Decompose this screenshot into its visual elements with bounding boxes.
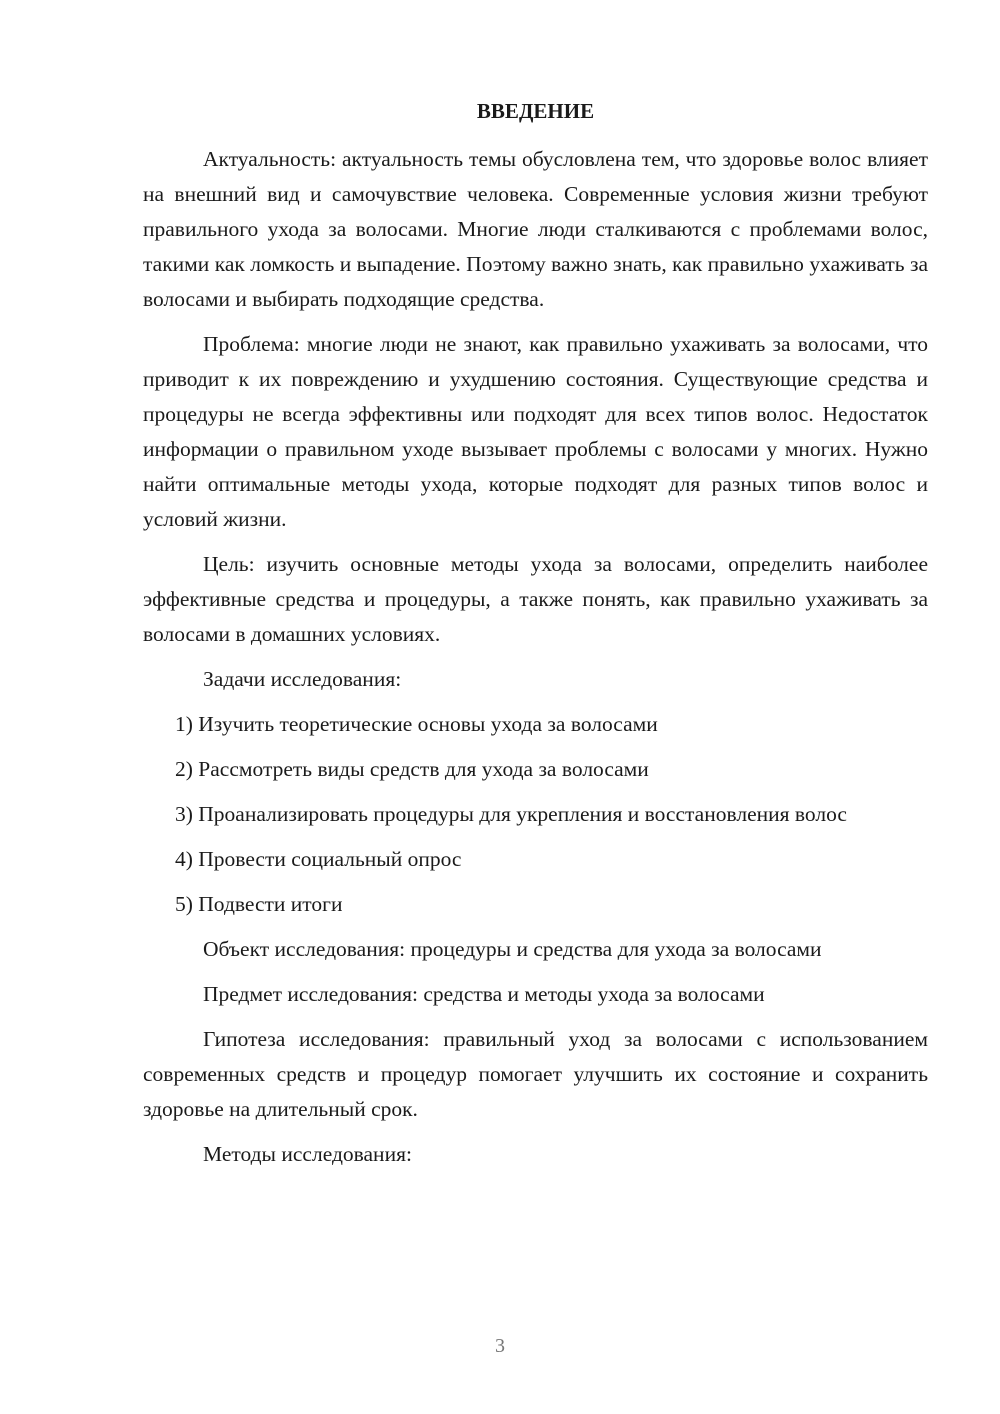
research-object: Объект исследования: процедуры и средства для ухода за волосами xyxy=(203,937,822,961)
document-page xyxy=(143,95,928,1182)
relevance-paragraph: Актуальность: актуальность темы обусловлена тем, что здоровье волос влияет на внешний вид и самочувствие человека. Современные условия жизни требуют правильного ухода за волосами. Многие люди сталкиваются с проблемами волос, такими как ломкость и выпадение. Поэтому важно знать, как правильно ухаживать за волосами и выбирать подходящие средства. xyxy=(143,147,928,311)
task-item-5: 5) Подвести итоги xyxy=(175,892,343,916)
task-item-2: 2) Рассмотреть виды средств для ухода за волосами xyxy=(175,757,649,781)
research-subject: Предмет исследования: средства и методы ухода за волосами xyxy=(203,982,765,1006)
page-number: 3 xyxy=(495,1335,505,1357)
task-item-1: 1) Изучить теоретические основы ухода за волосами xyxy=(175,712,658,736)
page-title: ВВЕДЕНИЕ xyxy=(476,99,595,123)
methods-heading: Методы исследования: xyxy=(203,1142,412,1166)
task-item-3: 3) Проанализировать процедуры для укрепления и восстановления волос xyxy=(175,802,847,826)
task-item-4: 4) Провести социальный опрос xyxy=(175,847,462,871)
goal-paragraph: Цель: изучить основные методы ухода за волосами, определить наиболее эффективные средства и процедуры, а также понять, как правильно ухаживать за волосами в домашних условиях. xyxy=(143,552,928,646)
tasks-heading: Задачи исследования: xyxy=(203,667,402,691)
problem-paragraph: Проблема: многие люди не знают, как правильно ухаживать за волосами, что приводит к их повреждению и ухудшению состояния. Существующие средства и процедуры не всегда эффективны или подходят для всех типов волос. Недостаток информации о правильном уходе вызывает проблемы с волосами у многих. Нужно найти оптимальные методы ухода, которые подходят для разных типов волос и условий жизни. xyxy=(143,332,928,531)
hypothesis-paragraph: Гипотеза исследования: правильный уход за волосами с использованием современных средств и процедур помогает улучшить их состояние и сохранить здоровье на длительный срок. xyxy=(143,1027,928,1121)
